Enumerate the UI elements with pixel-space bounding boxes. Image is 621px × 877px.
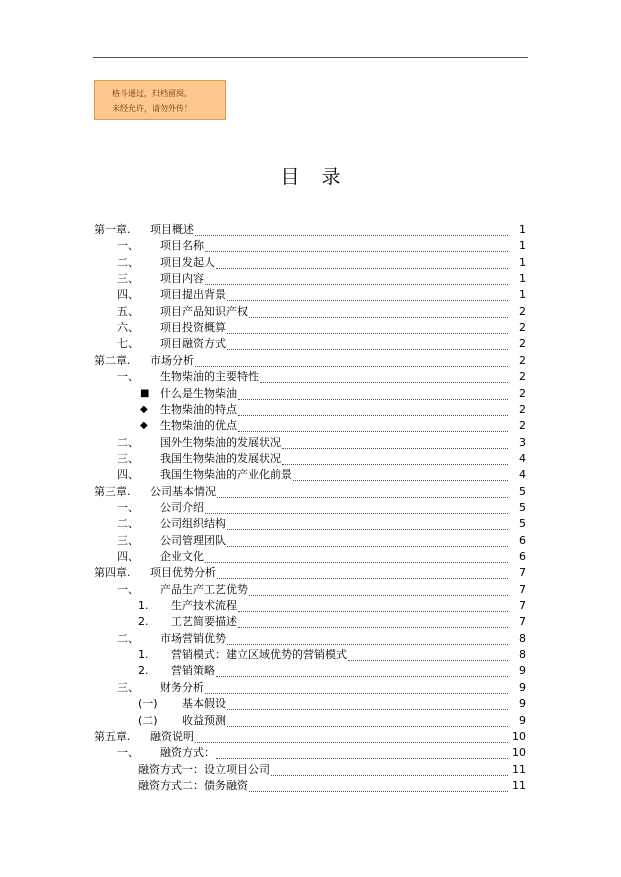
toc-entry-page-number: 5 — [519, 484, 526, 498]
toc-entry-page-number: 8 — [519, 631, 526, 645]
toc-entry-page-number: 2 — [519, 386, 526, 400]
toc-entry-label: 公司管理团队 — [160, 533, 226, 547]
toc-entry[interactable] — [0, 778, 621, 794]
toc-entry[interactable] — [0, 516, 621, 532]
toc-entry[interactable] — [0, 336, 621, 352]
toc-entry-label: 产品生产工艺优势 — [160, 582, 248, 596]
toc-entry[interactable] — [0, 549, 621, 565]
toc-entry-number: 1. — [138, 599, 149, 613]
toc-entry-label: 工艺简要描述 — [171, 615, 237, 629]
toc-entry-page-number: 7 — [519, 599, 526, 613]
toc-entry-number: 第一章. — [94, 223, 131, 236]
toc-dot-leader — [238, 626, 508, 628]
toc-entry-label: 项目优势分析 — [150, 566, 216, 580]
toc-entry-page-number: 2 — [519, 321, 526, 335]
toc-entry[interactable] — [0, 238, 621, 254]
toc-entry-page-number: 5 — [519, 500, 526, 514]
toc-entry-number: 2. — [138, 664, 149, 678]
toc-entry-label: 项目投资概算 — [160, 321, 226, 335]
toc-dot-leader — [293, 479, 508, 481]
toc-entry-page-number: 2 — [519, 304, 526, 318]
toc-entry-page-number: 1 — [519, 255, 526, 269]
toc-entry-number: 七、 — [117, 337, 139, 351]
toc-entry-number: 1. — [138, 648, 149, 662]
toc-dot-leader — [238, 414, 508, 416]
toc-entry-page-number: 6 — [519, 533, 526, 547]
toc-entry[interactable] — [0, 696, 621, 712]
toc-entry[interactable] — [0, 713, 621, 729]
toc-dot-leader — [205, 692, 508, 694]
toc-entry[interactable] — [0, 500, 621, 516]
toc-entry-label: 项目融资方式 — [160, 337, 226, 351]
toc-entry[interactable] — [0, 565, 621, 581]
toc-entry-page-number: 2 — [519, 402, 526, 416]
toc-entry-label: 项目发起人 — [160, 255, 215, 269]
toc-dot-leader — [249, 790, 508, 792]
toc-entry-page-number: 2 — [519, 419, 526, 433]
toc-entry[interactable] — [0, 598, 621, 614]
toc-entry-number: 五、 — [117, 304, 139, 318]
toc-dot-leader — [227, 348, 508, 350]
toc-dot-leader — [205, 283, 508, 285]
toc-entry-number: ◆ — [140, 420, 148, 432]
toc-dot-leader — [348, 659, 508, 661]
toc-entry[interactable] — [0, 467, 621, 483]
toc-entry-page-number: 1 — [519, 272, 526, 286]
toc-entry-number: 二、 — [117, 435, 139, 449]
toc-entry-number: (二) — [138, 713, 158, 727]
toc-entry-label: 收益预测 — [182, 713, 226, 727]
toc-dot-leader — [249, 316, 508, 318]
toc-dot-leader — [227, 708, 508, 710]
toc-dot-leader — [205, 512, 508, 514]
toc-entry[interactable] — [0, 353, 621, 369]
toc-entry-page-number: 9 — [519, 680, 526, 694]
toc-entry-label: 生产技术流程 — [171, 599, 237, 613]
toc-entry-label: 我国生物柴油的发展状况 — [160, 451, 281, 465]
toc-entry-label: 我国生物柴油的产业化前景 — [160, 468, 292, 482]
toc-dot-leader — [271, 774, 508, 776]
toc-dot-leader — [227, 725, 508, 727]
toc-entry-number: 一、 — [117, 500, 139, 514]
toc-entry-label: 融资方式二：债务融资 — [138, 778, 248, 792]
toc-entry-label: 项目产品知识产权 — [160, 304, 248, 318]
toc-entry-label: 公司组织结构 — [160, 517, 226, 531]
toc-entry-label: 项目概述 — [150, 223, 194, 236]
toc-entry-number: 一、 — [117, 370, 139, 384]
toc-entry-label: 营销模式：建立区域优势的营销模式 — [171, 648, 347, 662]
toc-entry-number: 三、 — [117, 272, 139, 286]
toc-entry-page-number: 6 — [519, 550, 526, 563]
page-title: 目录 — [280, 166, 363, 188]
toc-entry-page-number: 7 — [519, 566, 526, 580]
toc-entry-page-number: 1 — [519, 223, 526, 236]
toc-entry[interactable] — [0, 287, 621, 303]
notice-line-2: 未经允许，请勿外传！ — [112, 104, 192, 113]
toc-entry-page-number: 10 — [512, 729, 526, 743]
confidential-notice-stamp — [94, 80, 226, 120]
toc-entry-label: 生物柴油的主要特性 — [160, 370, 259, 384]
toc-entry[interactable] — [0, 402, 621, 418]
notice-line-1: 格斗通过，归档留阅。 — [112, 89, 192, 98]
toc-entry-number: 二、 — [117, 255, 139, 269]
toc-dot-leader — [217, 577, 508, 579]
toc-entry-number: (一) — [138, 697, 158, 711]
toc-entry-label: 项目提出背景 — [160, 288, 226, 302]
toc-entry-page-number: 5 — [519, 517, 526, 531]
toc-entry-page-number: 1 — [519, 239, 526, 253]
toc-entry-number: 四、 — [117, 288, 139, 302]
toc-entry-number: 第二章. — [94, 353, 131, 367]
toc-entry[interactable] — [0, 533, 621, 549]
toc-entry-label: 营销策略 — [171, 664, 215, 678]
toc-entry-number: ◆ — [140, 403, 148, 415]
toc-entry-label: 企业文化 — [160, 550, 204, 563]
toc-entry[interactable] — [0, 614, 621, 630]
toc-dot-leader — [227, 643, 508, 645]
toc-entry-label: 公司介绍 — [160, 500, 204, 514]
toc-dot-leader — [249, 594, 508, 596]
toc-entry[interactable] — [0, 304, 621, 320]
toc-entry-label: 什么是生物柴油 — [160, 386, 237, 400]
toc-dot-leader — [195, 741, 508, 743]
toc-dot-leader — [238, 430, 508, 432]
toc-entry-page-number: 11 — [512, 762, 526, 776]
toc-entry-number: 三、 — [117, 451, 139, 465]
toc-entry-page-number: 11 — [512, 778, 526, 792]
toc-entry-label: 市场分析 — [150, 353, 194, 367]
toc-entry-page-number: 9 — [519, 697, 526, 711]
toc-entry[interactable] — [0, 680, 621, 696]
toc-dot-leader — [195, 234, 508, 236]
toc-entry-label: 融资方式一：设立项目公司 — [138, 762, 270, 776]
toc-entry[interactable] — [0, 255, 621, 271]
toc-entry-number: 第五章. — [94, 729, 131, 743]
toc-dot-leader — [216, 675, 508, 677]
toc-dot-leader — [216, 757, 508, 759]
header-rule — [93, 57, 528, 58]
toc-entry-label: 项目名称 — [160, 239, 204, 253]
toc-entry[interactable] — [0, 484, 621, 500]
toc-entry-page-number: 7 — [519, 615, 526, 629]
toc-entry[interactable] — [0, 582, 621, 598]
toc-dot-leader — [260, 381, 508, 383]
toc-entry[interactable] — [0, 320, 621, 336]
toc-entry[interactable] — [0, 663, 621, 679]
toc-entry-number: 2. — [138, 615, 149, 629]
toc-entry-number: 第三章. — [94, 484, 131, 498]
toc-dot-leader — [238, 398, 508, 400]
toc-entry-page-number: 4 — [519, 451, 526, 465]
toc-entry-number: 一、 — [117, 582, 139, 596]
toc-dot-leader — [227, 332, 508, 334]
toc-entry[interactable] — [0, 647, 621, 663]
toc-entry-page-number: 7 — [519, 582, 526, 596]
toc-entry[interactable] — [0, 418, 621, 434]
toc-entry-label: 公司基本情况 — [150, 484, 216, 498]
toc-dot-leader — [216, 267, 508, 269]
toc-entry-number: 四、 — [117, 468, 139, 482]
toc-entry-number: 一、 — [117, 239, 139, 253]
toc-entry-number: 二、 — [117, 631, 139, 645]
toc-dot-leader — [282, 463, 508, 465]
toc-entry[interactable] — [0, 271, 621, 287]
toc-entry-page-number: 2 — [519, 370, 526, 384]
toc-entry-number: 三、 — [117, 533, 139, 547]
toc-dot-leader — [205, 250, 508, 252]
toc-entry-label: 财务分析 — [160, 680, 204, 694]
toc-entry[interactable] — [0, 762, 621, 778]
toc-entry[interactable] — [0, 745, 621, 761]
toc-dot-leader — [195, 365, 508, 367]
toc-entry[interactable] — [0, 386, 621, 402]
toc-dot-leader — [227, 545, 508, 547]
toc-entry-label: 市场营销优势 — [160, 631, 226, 645]
toc-entry-label: 融资说明 — [150, 729, 194, 743]
toc-entry-number: 一、 — [117, 746, 139, 760]
toc-entry-label: 融资方式： — [160, 746, 215, 760]
toc-dot-leader — [205, 561, 508, 563]
toc-entry-label: 国外生物柴油的发展状况 — [160, 435, 281, 449]
toc-entry[interactable] — [0, 451, 621, 467]
toc-entry-label: 基本假设 — [182, 697, 226, 711]
toc-entry-page-number: 2 — [519, 353, 526, 367]
toc-entry-page-number: 3 — [519, 435, 526, 449]
toc-entry-page-number: 10 — [512, 746, 526, 760]
toc-entry-page-number: 4 — [519, 468, 526, 482]
toc-entry-page-number: 8 — [519, 648, 526, 662]
toc-entry-number: 六、 — [117, 321, 139, 335]
toc-dot-leader — [282, 447, 508, 449]
toc-entry-number: 二、 — [117, 517, 139, 531]
toc-entry[interactable] — [0, 435, 621, 451]
toc-dot-leader — [227, 528, 508, 530]
toc-entry-page-number: 2 — [519, 337, 526, 351]
toc-dot-leader — [227, 299, 508, 301]
toc-dot-leader — [238, 610, 508, 612]
toc-entry[interactable] — [0, 222, 621, 238]
toc-dot-leader — [217, 496, 508, 498]
toc-entry-page-number: 9 — [519, 713, 526, 727]
toc-entry-page-number: 1 — [519, 288, 526, 302]
toc-entry[interactable] — [0, 369, 621, 385]
toc-entry-number: 三、 — [117, 680, 139, 694]
toc-entry-page-number: 9 — [519, 664, 526, 678]
toc-entry-number: 四、 — [117, 550, 139, 563]
toc-entry[interactable] — [0, 631, 621, 647]
toc-entry-label: 生物柴油的特点 — [160, 402, 237, 416]
toc-entry[interactable] — [0, 729, 621, 745]
toc-entry-number: 第四章. — [94, 566, 131, 580]
toc-entry-label: 项目内容 — [160, 272, 204, 286]
toc-entry-label: 生物柴油的优点 — [160, 419, 237, 433]
toc-entry-number: ■ — [140, 387, 150, 399]
